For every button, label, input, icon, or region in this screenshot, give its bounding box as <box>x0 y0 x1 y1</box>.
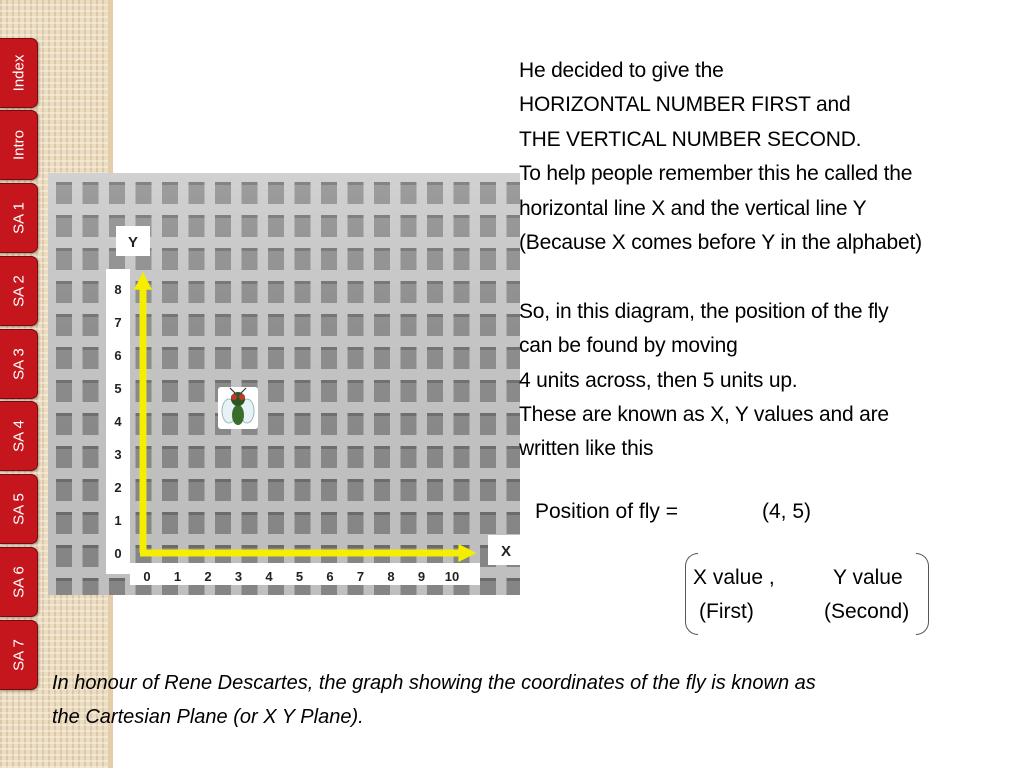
x-value-label: X value , <box>693 566 775 589</box>
y-tick-label: 3 <box>114 447 122 462</box>
y-value-label: Y value <box>833 566 903 589</box>
x-tick-label: 5 <box>295 569 304 584</box>
tab-sa5[interactable] <box>0 474 38 544</box>
fly-right-eye <box>239 394 245 400</box>
tab-sa6[interactable] <box>0 547 38 617</box>
tab-sa7[interactable] <box>0 620 38 690</box>
xy-explanation <box>685 553 929 633</box>
x-tick-label: 8 <box>387 569 395 584</box>
x-tick-label: 10 <box>444 569 460 584</box>
position-label: Position of fly = <box>535 500 678 523</box>
y-tick-label: 7 <box>114 315 122 330</box>
y-tick-label: 5 <box>114 381 122 396</box>
tab-intro[interactable] <box>0 110 38 180</box>
tab-sa7-label: SA 7 <box>10 639 27 671</box>
text-line: These are known as X, Y values and are <box>519 403 889 427</box>
caption-line: In honour of Rene Descartes, the graph showing the coordinates of the fly is known as <box>52 672 816 694</box>
text-line <box>519 260 1024 294</box>
fly-left-eye <box>231 394 237 400</box>
x-order-label: (First) <box>699 600 754 623</box>
y-tick-label: 6 <box>114 348 122 363</box>
text-line: written like this <box>519 437 654 461</box>
tab-sa6-label: SA 6 <box>10 566 27 598</box>
y-order-label: (Second) <box>824 600 910 623</box>
tab-index[interactable] <box>0 38 38 108</box>
explanation-text <box>519 54 1024 467</box>
y-axis-label: Y <box>127 234 139 251</box>
text-line: HORIZONTAL NUMBER FIRST and <box>519 93 851 117</box>
y-tick-label: 4 <box>114 414 122 429</box>
text-line: To help people remember this he called the <box>519 162 913 186</box>
tab-sa1[interactable] <box>0 183 38 253</box>
position-value: (4, 5) <box>762 500 812 523</box>
text-line: 4 units across, then 5 units up. <box>519 368 798 392</box>
text-line: So, in this diagram, the position of the fly <box>519 299 889 323</box>
y-tick-label: 0 <box>114 546 122 561</box>
text-line: THE VERTICAL NUMBER SECOND. <box>519 127 862 151</box>
x-axis-label: X <box>500 543 512 560</box>
text-line: can be found by moving <box>519 334 738 358</box>
x-tick-label: 2 <box>204 569 212 584</box>
y-tick-label: 1 <box>114 513 122 528</box>
y-tick-label: 2 <box>114 480 122 495</box>
x-tick-label: 6 <box>326 569 334 584</box>
text-line: horizontal line X and the vertical line Y <box>519 196 867 220</box>
text-line: (Because X comes before Y in the alphabet) <box>519 231 922 255</box>
x-tick-label: 1 <box>173 569 182 584</box>
tab-sa5-label: SA 5 <box>10 493 27 525</box>
tab-sa1-label: SA 1 <box>10 202 27 234</box>
tab-index-label: Index <box>10 54 27 92</box>
y-tick-label: 8 <box>114 282 122 297</box>
fly-body <box>232 405 244 425</box>
caption <box>52 666 1012 734</box>
tab-sa4-label: SA 4 <box>10 420 27 452</box>
fly-icon <box>218 387 258 429</box>
tab-intro-label: Intro <box>10 129 27 161</box>
tab-sa2[interactable] <box>0 256 38 326</box>
tab-sa3-label: SA 3 <box>10 348 27 380</box>
tab-sa3[interactable] <box>0 329 38 399</box>
grid-photo <box>48 173 520 595</box>
x-tick-label: 0 <box>143 569 151 584</box>
text-line: He decided to give the <box>519 59 724 82</box>
tab-sa4[interactable] <box>0 401 38 471</box>
caption-line: the Cartesian Plane (or X Y Plane). <box>52 706 364 728</box>
x-tick-label: 9 <box>417 569 426 584</box>
tab-sa2-label: SA 2 <box>10 275 27 307</box>
x-tick-label: 7 <box>356 569 365 584</box>
x-tick-label: 3 <box>234 569 243 584</box>
x-axis-strip <box>130 563 480 585</box>
x-tick-label: 4 <box>265 569 273 584</box>
coordinate-grid <box>48 173 520 595</box>
right-brace <box>916 553 929 635</box>
